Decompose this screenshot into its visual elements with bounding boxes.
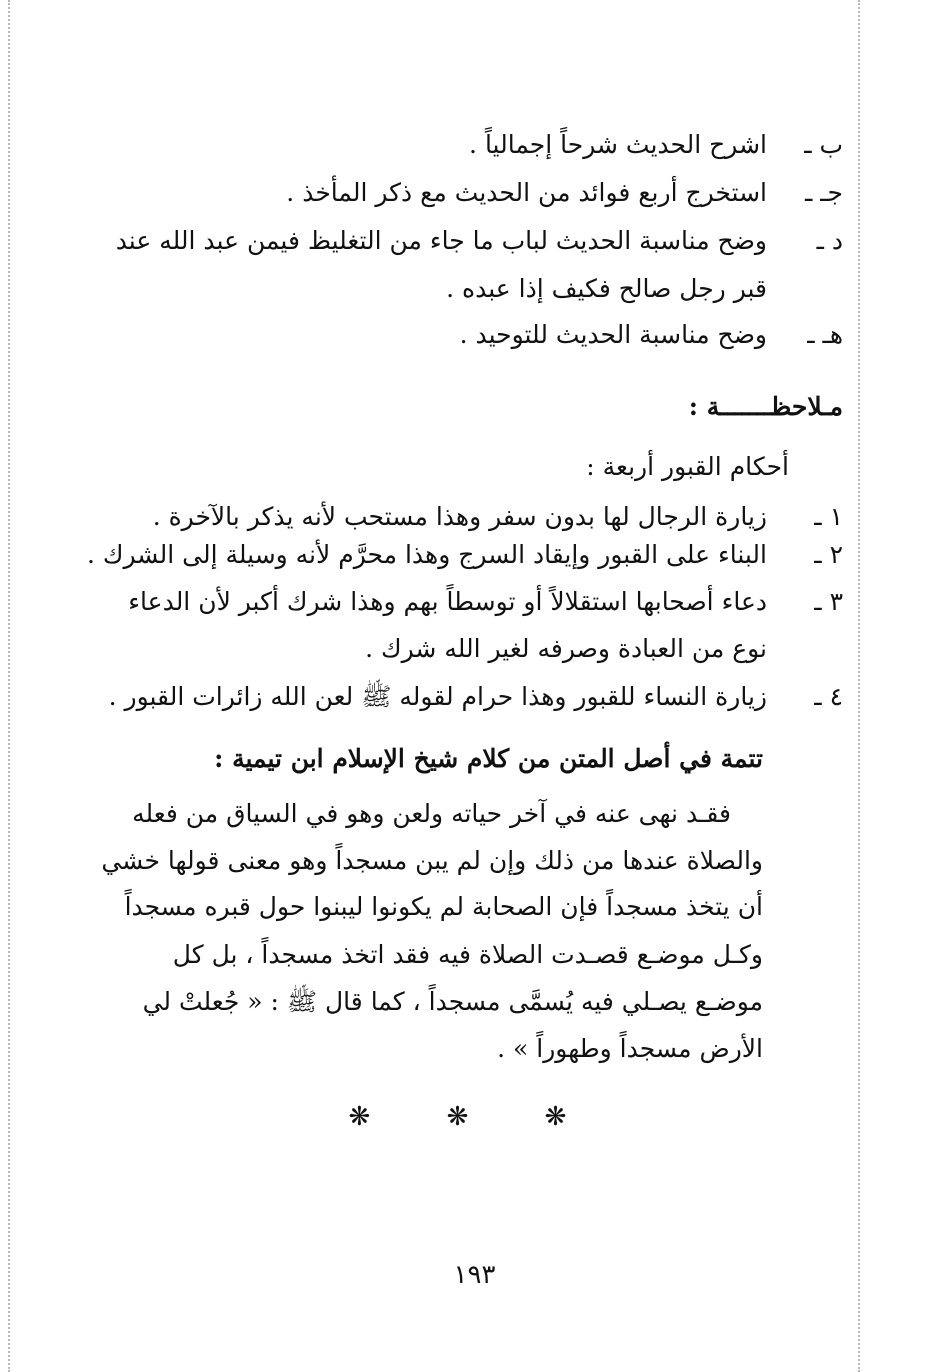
right-edge-dots (858, 0, 860, 1372)
note-item-2-text: البناء على القبور وإيقاد السرج وهذا محرَّم لأنه وسيلة إلى الشرك . (87, 540, 767, 569)
supplement-heading: تتمة في أصل المتن من كلام شيخ الإسلام ابن تيمية : (214, 744, 763, 773)
question-j-text: استخرج أربع فوائد من الحديث مع ذكر المأخذ . (286, 178, 767, 207)
question-h-marker: هـ ـ (807, 320, 843, 349)
supplement-line-1: فقـد نهى عنه في آخر حياته ولعن وهو في السياق من فعله (132, 799, 731, 828)
note-item-3-line1: دعاء أصحابها استقلالاً أو توسطاً بهم وهذا شرك أكبر لأن الدعاء (128, 587, 767, 616)
question-b-marker: ب ـ (804, 130, 843, 159)
left-edge-dots (8, 0, 10, 1372)
supplement-line-3: أن يتخذ مسجداً فإن الصحابة لم يكونوا ليبنوا حول قبره مسجداً (124, 892, 763, 921)
question-d-line1: وضح مناسبة الحديث لباب ما جاء من التغليظ فيمن عبد الله عند (115, 226, 767, 255)
supplement-line-2: والصلاة عندها من ذلك وإن لم يبن مسجداً وهو معنى قولها خشي (101, 846, 763, 875)
note-item-1-marker: ١ ـ (814, 502, 843, 531)
note-item-1-text: زيارة الرجال لها بدون سفر وهذا مستحب لأنه يذكر بالآخرة . (152, 502, 767, 531)
page-number: ١٩٣ (453, 1260, 496, 1290)
note-item-3-line2: نوع من العبادة وصرفه لغير الله شرك . (365, 634, 767, 663)
note-heading: مـلاحظـــــــة : (688, 392, 843, 421)
note-item-4-marker: ٤ ـ (814, 682, 843, 711)
section-separator-stars: ❋ ❋ ❋ (348, 1102, 601, 1132)
supplement-line-5: موضـع يصـلي فيه يُسمَّى مسجداً ، كما قال ﷺ : « جُعلتْ لي (142, 987, 763, 1016)
question-d-marker: د ـ (816, 226, 843, 255)
note-item-4-text: زيارة النساء للقبور وهذا حرام لقوله ﷺ لعن الله زائرات القبور . (108, 682, 767, 711)
supplement-line-4: وكـل موضـع قصـدت الصلاة فيه فقد اتخذ مسجداً ، بل كل (172, 940, 763, 969)
question-b-text: اشرح الحديث شرحاً إجمالياً . (469, 130, 767, 159)
question-h-text: وضح مناسبة الحديث للتوحيد . (459, 320, 767, 349)
supplement-line-6: الأرض مسجداً وطهوراً » . (497, 1034, 763, 1063)
note-item-3-marker: ٣ ـ (814, 587, 843, 616)
note-item-2-marker: ٢ ـ (814, 540, 843, 569)
note-intro: أحكام القبور أربعة : (586, 452, 789, 481)
question-j-marker: جـ ـ (804, 178, 843, 207)
question-d-line2: قبر رجل صالح فكيف إذا عبده . (446, 274, 767, 303)
